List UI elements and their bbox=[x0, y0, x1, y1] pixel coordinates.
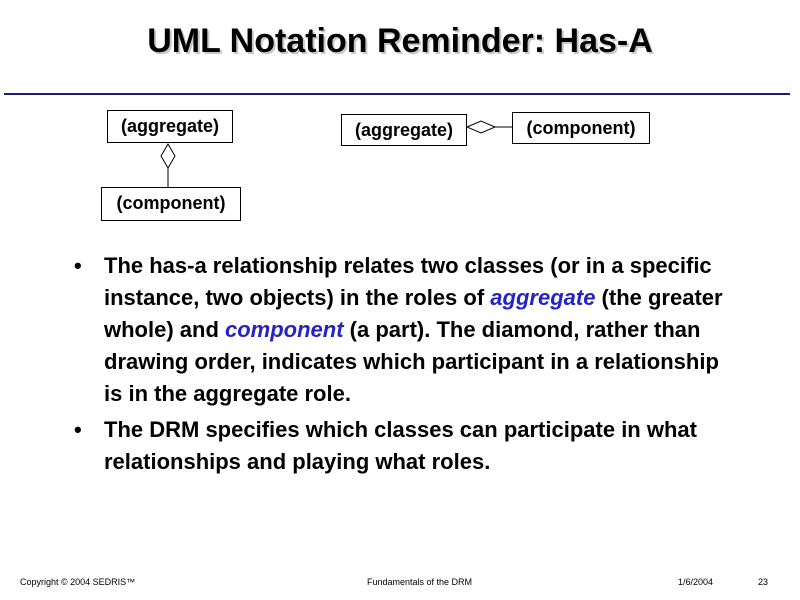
emphasis-aggregate: aggregate bbox=[490, 285, 596, 310]
bullet-item bbox=[72, 414, 732, 478]
footer-course-title: Fundamentals of the DRM bbox=[367, 577, 473, 587]
aggregation-diamond-vertical bbox=[161, 144, 175, 168]
footer-copyright: Copyright © 2004 SEDRIS™ bbox=[20, 577, 136, 587]
slide-title: UML Notation Reminder: Has-A bbox=[147, 22, 653, 60]
component-class-box-vertical: (component) bbox=[101, 187, 241, 221]
bullet-text: The has-a relationship relates two classes (or in a specific instance, two objects) in the roles of bbox=[104, 253, 712, 310]
bullet-text: (the greater whole) and bbox=[104, 285, 723, 342]
aggregate-class-box-horizontal: (aggregate) bbox=[341, 114, 467, 146]
footer-date: 1/6/2004 bbox=[678, 577, 714, 587]
bullet-item bbox=[72, 250, 732, 410]
footer-page-number: 23 bbox=[758, 577, 769, 587]
bullet-text: (a part). The diamond, rather than drawing order, indicates which participant in a relationship is in the aggregate role. bbox=[104, 317, 719, 406]
aggregate-class-box-vertical: (aggregate) bbox=[107, 110, 233, 143]
component-class-box-horizontal: (component) bbox=[512, 112, 650, 144]
aggregation-diamond-horizontal bbox=[467, 121, 495, 133]
bullet-list bbox=[72, 250, 732, 482]
bullet-text: The DRM specifies which classes can participate in what relationships and playing what roles. bbox=[104, 417, 697, 474]
emphasis-component: component bbox=[225, 317, 344, 342]
